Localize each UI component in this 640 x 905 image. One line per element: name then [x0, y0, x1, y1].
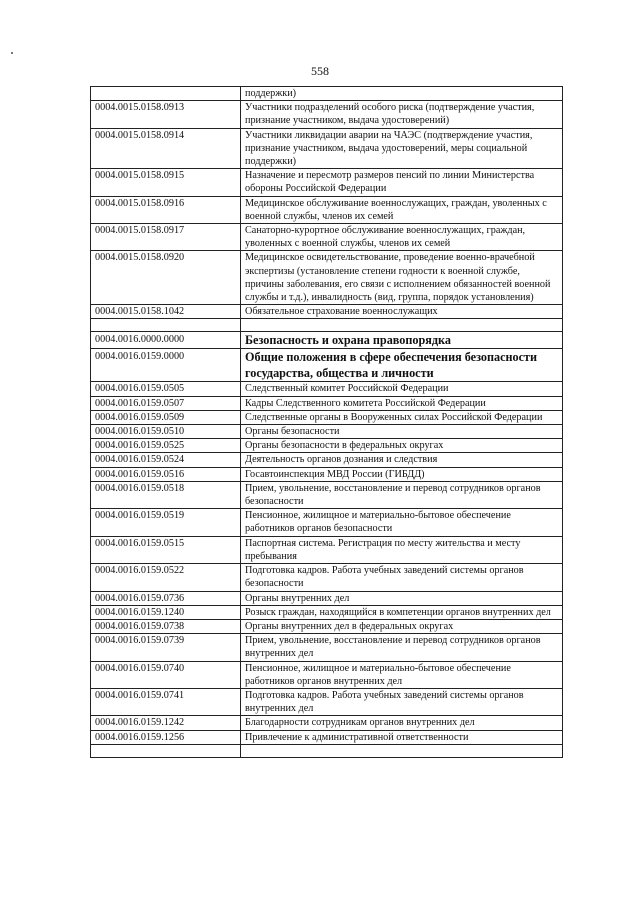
classifier-description: Следственный комитет Российской Федерации: [241, 382, 563, 396]
classifier-description: Подготовка кадров. Работа учебных заведений системы органов безопасности: [241, 564, 563, 591]
table-row: [91, 425, 563, 439]
classifier-code: 0004.0016.0159.0510: [91, 425, 241, 439]
classifier-code: 0004.0015.0158.0915: [91, 169, 241, 196]
classifier-code: 0004.0015.0158.0920: [91, 251, 241, 305]
classifier-description: Деятельность органов дознания и следствия: [241, 453, 563, 467]
classifier-code: 0004.0016.0159.0525: [91, 439, 241, 453]
classifier-code: 0004.0016.0159.0518: [91, 481, 241, 508]
table-row: [91, 564, 563, 591]
classifier-description: Медицинское освидетельствование, проведение военно-врачебной экспертизы (установление степени годности к военной службе, причины заболевания, его связи с исполнением обязанностей военной службы и т.д.), инвалидность (вид, группа, порядок установления): [241, 251, 563, 305]
table-row: [91, 591, 563, 605]
classifier-description: Санаторно-курортное обслуживание военнослужащих, граждан, уволенных с военной службы, членов их семей: [241, 224, 563, 251]
classifier-description: поддержки): [241, 87, 563, 101]
table-row: [91, 382, 563, 396]
table-row: [91, 634, 563, 661]
table-row: [91, 716, 563, 730]
classifier-description: Благодарности сотрудникам органов внутренних дел: [241, 716, 563, 730]
classifier-code: [91, 319, 241, 332]
page-number: 558: [311, 64, 329, 78]
table-row: [91, 661, 563, 688]
classifier-description: Медицинское обслуживание военнослужащих, граждан, уволенных с военной службы, членов их семей: [241, 196, 563, 223]
table-row: [91, 688, 563, 715]
classifier-code: 0004.0016.0159.1240: [91, 605, 241, 619]
classifier-code: 0004.0015.0158.1042: [91, 305, 241, 319]
classifier-description: Привлечение к административной ответственности: [241, 730, 563, 744]
table-row: [91, 128, 563, 169]
table-row: [91, 481, 563, 508]
table-row: [91, 251, 563, 305]
empty-row: [91, 319, 563, 332]
table-row: [91, 536, 563, 563]
classifier-description: [241, 744, 563, 757]
table-row: [91, 453, 563, 467]
table-row: [91, 467, 563, 481]
classifier-code: 0004.0016.0159.0516: [91, 467, 241, 481]
classifier-code: 0004.0016.0159.0736: [91, 591, 241, 605]
classifier-code: [91, 744, 241, 757]
classifier-description: Участники подразделений особого риска (подтверждение участия, признание участником, выдача удостоверений): [241, 101, 563, 128]
table-row: [91, 224, 563, 251]
classifier-table: [90, 86, 563, 758]
classifier-code: 0004.0016.0159.1242: [91, 716, 241, 730]
classifier-code: 0004.0016.0159.0519: [91, 509, 241, 536]
classifier-code: 0004.0016.0159.0522: [91, 564, 241, 591]
section-heading-row: [91, 349, 563, 382]
table-row: [91, 730, 563, 744]
classifier-code: 0004.0015.0158.0913: [91, 101, 241, 128]
classifier-code: 0004.0016.0159.0505: [91, 382, 241, 396]
classifier-code: 0004.0016.0159.0740: [91, 661, 241, 688]
classifier-description: Прием, увольнение, восстановление и перевод сотрудников органов внутренних дел: [241, 634, 563, 661]
classifier-description: Органы внутренних дел в федеральных округах: [241, 619, 563, 633]
table-row: [91, 619, 563, 633]
classifier-code: 0004.0016.0159.0741: [91, 688, 241, 715]
table-row: [91, 305, 563, 319]
classifier-code: 0004.0016.0159.0515: [91, 536, 241, 563]
table-row: [91, 169, 563, 196]
classifier-code: 0004.0016.0159.0507: [91, 396, 241, 410]
classifier-description: Органы внутренних дел: [241, 591, 563, 605]
classifier-description: Органы безопасности: [241, 425, 563, 439]
classifier-description: Кадры Следственного комитета Российской Федерации: [241, 396, 563, 410]
section-heading-text: Безопасность и охрана правопорядка: [241, 332, 563, 349]
classifier-description: Подготовка кадров. Работа учебных заведений системы органов внутренних дел: [241, 688, 563, 715]
table-row: [91, 87, 563, 101]
section-heading-text: Общие положения в сфере обеспечения безопасности государства, общества и личности: [241, 349, 563, 382]
table-row: [91, 196, 563, 223]
empty-row: [91, 744, 563, 757]
classifier-code: 0004.0016.0159.0739: [91, 634, 241, 661]
table-row: [91, 396, 563, 410]
classifier-description: Пенсионное, жилищное и материально-бытовое обеспечение работников органов безопасности: [241, 509, 563, 536]
classifier-code: 0004.0015.0158.0917: [91, 224, 241, 251]
classifier-description: Госавтоинспекция МВД России (ГИБДД): [241, 467, 563, 481]
classifier-description: Органы безопасности в федеральных округах: [241, 439, 563, 453]
classifier-code: 0004.0016.0159.0524: [91, 453, 241, 467]
classifier-description: Розыск граждан, находящийся в компетенции органов внутренних дел: [241, 605, 563, 619]
classifier-code: 0004.0016.0159.0738: [91, 619, 241, 633]
classifier-description: Пенсионное, жилищное и материально-бытовое обеспечение работников органов внутренних дел: [241, 661, 563, 688]
scan-speck: [11, 52, 13, 54]
classifier-description: Назначение и пересмотр размеров пенсий по линии Министерства обороны Российской Федерации: [241, 169, 563, 196]
classifier-code: 0004.0015.0158.0914: [91, 128, 241, 169]
classifier-code: 0004.0016.0000.0000: [91, 332, 241, 349]
classifier-table-body: [91, 87, 563, 758]
classifier-code: 0004.0016.0159.1256: [91, 730, 241, 744]
table-row: [91, 439, 563, 453]
classifier-description: [241, 319, 563, 332]
table-row: [91, 410, 563, 424]
classifier-description: Следственные органы в Вооруженных силах Российской Федерации: [241, 410, 563, 424]
section-heading-row: [91, 332, 563, 349]
classifier-code: 0004.0016.0159.0000: [91, 349, 241, 382]
classifier-code: 0004.0015.0158.0916: [91, 196, 241, 223]
classifier-code: [91, 87, 241, 101]
table-row: [91, 509, 563, 536]
classifier-description: Участники ликвидации аварии на ЧАЭС (подтверждение участия, признание участником, выдача удостоверений, меры социальной поддержки): [241, 128, 563, 169]
classifier-description: Паспортная система. Регистрация по месту жительства и месту пребывания: [241, 536, 563, 563]
classifier-description: Обязательное страхование военнослужащих: [241, 305, 563, 319]
table-row: [91, 101, 563, 128]
classifier-code: 0004.0016.0159.0509: [91, 410, 241, 424]
table-row: [91, 605, 563, 619]
classifier-description: Прием, увольнение, восстановление и перевод сотрудников органов безопасности: [241, 481, 563, 508]
